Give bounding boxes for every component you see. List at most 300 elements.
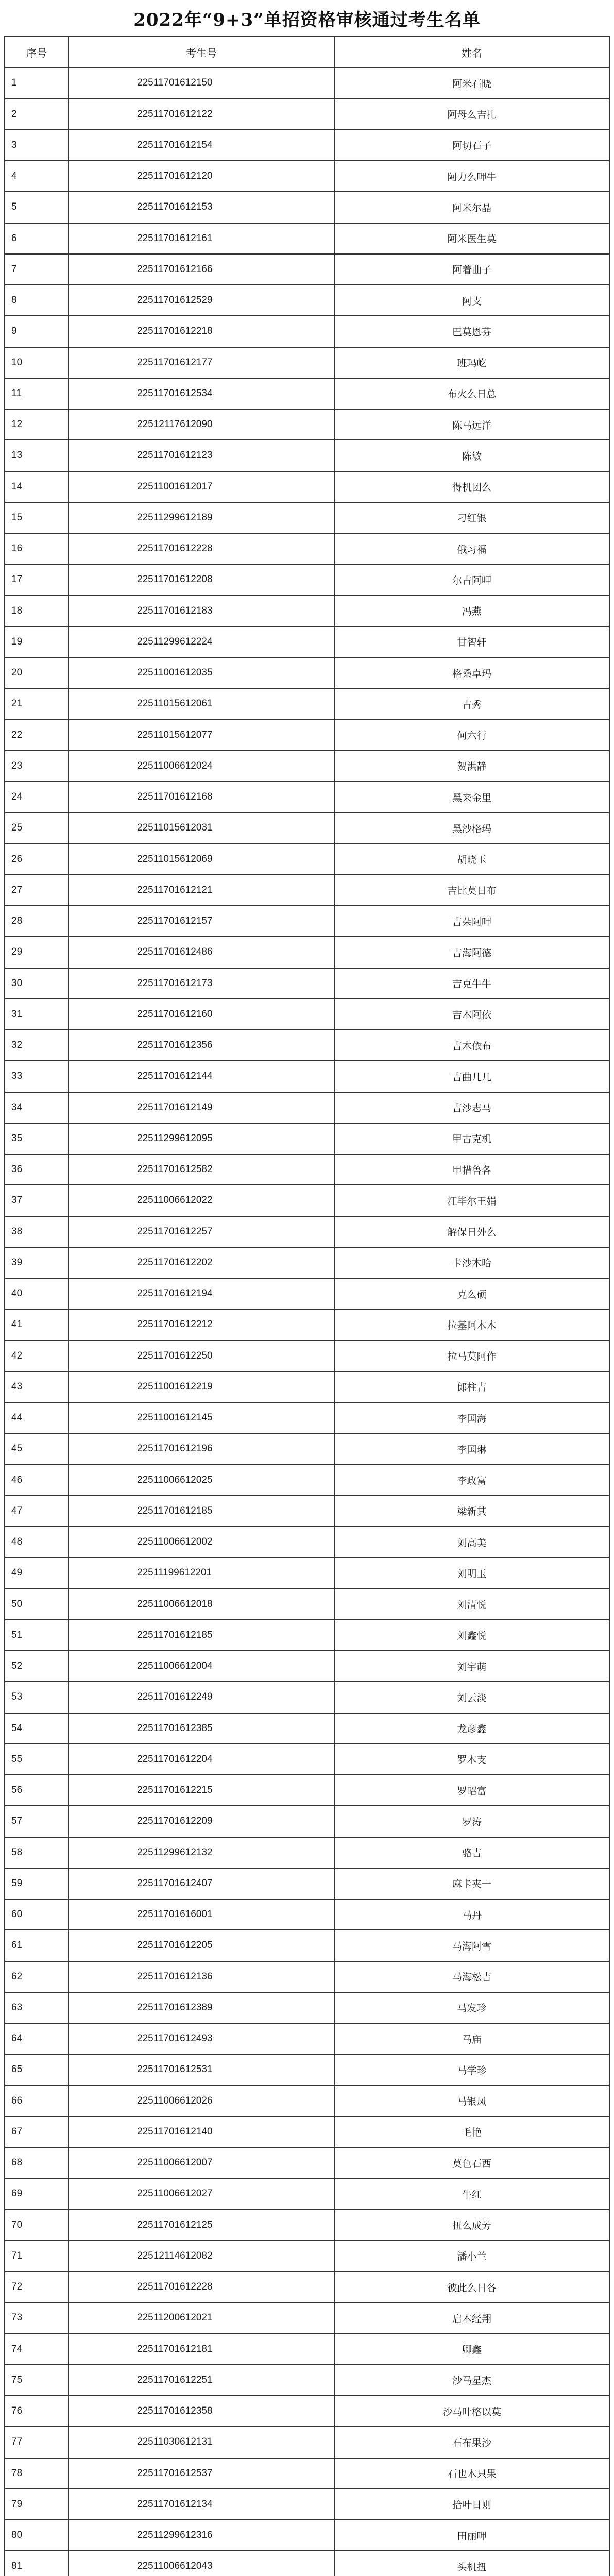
table-row	[5, 1651, 610, 1682]
table-row	[5, 2241, 610, 2272]
name-cell: 扭么成芳	[335, 2210, 610, 2241]
name-cell: 刘云淡	[335, 1682, 610, 1713]
exam-no-cell: 22511006612024	[69, 751, 335, 782]
exam-no-cell: 22511199612201	[69, 1558, 335, 1589]
exam-no-cell: 22511701612153	[69, 192, 335, 223]
seq-cell: 37	[5, 1185, 69, 1216]
name-cell: 阿母么吉扎	[335, 99, 610, 130]
seq-cell: 6	[5, 224, 69, 255]
table-row	[5, 316, 610, 347]
exam-no-cell: 22511701612194	[69, 1279, 335, 1310]
name-cell: 麻卡夹一	[335, 1869, 610, 1900]
name-cell: 刘明玉	[335, 1558, 610, 1589]
exam-no-cell: 22511030612131	[69, 2427, 335, 2458]
exam-no-cell: 22511701612385	[69, 1714, 335, 1744]
name-cell: 何六行	[335, 720, 610, 751]
table-row	[5, 1124, 610, 1155]
name-cell: 贺洪静	[335, 751, 610, 782]
seq-cell: 80	[5, 2520, 69, 2551]
name-cell: 启木经翔	[335, 2303, 610, 2334]
name-cell: 郎柱吉	[335, 1372, 610, 1403]
seq-cell: 4	[5, 161, 69, 192]
name-cell: 陈敏	[335, 440, 610, 471]
name-cell: 布火么日总	[335, 379, 610, 410]
exam-no-cell: 22511701612208	[69, 565, 335, 596]
table-row	[5, 2396, 610, 2427]
exam-no-cell: 22511015612031	[69, 813, 335, 844]
seq-cell: 5	[5, 192, 69, 223]
seq-cell: 30	[5, 969, 69, 999]
name-cell: 克么硕	[335, 1279, 610, 1310]
table-row	[5, 565, 610, 596]
seq-cell: 58	[5, 1838, 69, 1869]
table-row	[5, 1434, 610, 1465]
table-header-row	[5, 37, 610, 68]
table-row	[5, 875, 610, 906]
name-cell: 甲古克机	[335, 1124, 610, 1155]
name-cell: 刘高美	[335, 1527, 610, 1558]
seq-cell: 64	[5, 2024, 69, 2055]
name-cell: 拉马莫阿作	[335, 1341, 610, 1372]
table-row	[5, 1838, 610, 1869]
table-row	[5, 1589, 610, 1620]
exam-no-cell: 22511015612061	[69, 689, 335, 720]
exam-no-cell: 22511701612493	[69, 2024, 335, 2055]
table-row	[5, 1465, 610, 1496]
table-row	[5, 906, 610, 937]
name-cell: 江毕尔王娟	[335, 1185, 610, 1216]
exam-no-cell: 22511701612358	[69, 2396, 335, 2427]
table-row	[5, 689, 610, 720]
seq-cell: 76	[5, 2396, 69, 2427]
seq-cell: 72	[5, 2272, 69, 2303]
seq-cell: 41	[5, 1310, 69, 1341]
name-cell: 卡沙木哈	[335, 1248, 610, 1279]
name-cell: 牛红	[335, 2179, 610, 2210]
seq-cell: 79	[5, 2489, 69, 2520]
seq-cell: 40	[5, 1279, 69, 1310]
exam-no-cell: 22511006612027	[69, 2179, 335, 2210]
exam-no-cell: 22511701612154	[69, 130, 335, 161]
table-row	[5, 1155, 610, 1185]
name-cell: 班玛屹	[335, 348, 610, 379]
name-cell: 潘小兰	[335, 2241, 610, 2272]
table-row	[5, 440, 610, 471]
seq-cell: 9	[5, 316, 69, 347]
name-cell: 田丽呷	[335, 2520, 610, 2551]
table-row	[5, 751, 610, 782]
table-row	[5, 2086, 610, 2117]
seq-cell: 52	[5, 1651, 69, 1682]
seq-cell: 66	[5, 2086, 69, 2117]
seq-cell: 54	[5, 1714, 69, 1744]
seq-cell: 17	[5, 565, 69, 596]
name-cell: 罗涛	[335, 1806, 610, 1837]
seq-cell: 13	[5, 440, 69, 471]
exam-no-cell: 22511001612035	[69, 658, 335, 689]
seq-cell: 42	[5, 1341, 69, 1372]
exam-no-cell: 22511006612018	[69, 1589, 335, 1620]
exam-no-cell: 22511006612025	[69, 1465, 335, 1496]
name-cell: 刁红银	[335, 503, 610, 534]
seq-cell: 50	[5, 1589, 69, 1620]
exam-no-cell: 22511701612212	[69, 1310, 335, 1341]
name-cell: 阿米医生莫	[335, 224, 610, 255]
table-row	[5, 969, 610, 999]
table-row	[5, 2303, 610, 2334]
table-row	[5, 2520, 610, 2551]
exam-no-cell: 22511701612168	[69, 782, 335, 813]
name-cell: 格桑卓玛	[335, 658, 610, 689]
exam-no-cell: 22511701612123	[69, 440, 335, 471]
name-cell: 马庙	[335, 2024, 610, 2055]
table-row	[5, 2334, 610, 2365]
seq-cell: 18	[5, 596, 69, 627]
name-cell: 黑沙格玛	[335, 813, 610, 844]
table-row	[5, 130, 610, 161]
name-cell: 拾叶日则	[335, 2489, 610, 2520]
table-row	[5, 782, 610, 813]
exam-no-cell: 22511701612185	[69, 1620, 335, 1651]
exam-no-cell: 22511701612144	[69, 1061, 335, 1092]
table-row	[5, 2179, 610, 2210]
seq-cell: 20	[5, 658, 69, 689]
name-cell: 黑来金里	[335, 782, 610, 813]
seq-cell: 14	[5, 472, 69, 503]
table-row	[5, 1279, 610, 1310]
table-row	[5, 937, 610, 968]
name-cell: 陈马远洋	[335, 410, 610, 440]
table-row	[5, 1930, 610, 1961]
table-row	[5, 379, 610, 410]
exam-no-cell: 22511001612017	[69, 472, 335, 503]
exam-no-cell: 22511701612228	[69, 2272, 335, 2303]
exam-no-cell: 22511701612140	[69, 2117, 335, 2148]
name-cell: 李国琳	[335, 1434, 610, 1465]
exam-no-cell: 22511701612122	[69, 99, 335, 130]
seq-cell: 22	[5, 720, 69, 751]
table-row	[5, 720, 610, 751]
exam-no-cell: 22511701612218	[69, 316, 335, 347]
seq-cell: 26	[5, 844, 69, 875]
name-cell: 冯燕	[335, 596, 610, 627]
table-row	[5, 1185, 610, 1216]
seq-cell: 15	[5, 503, 69, 534]
table-row	[5, 285, 610, 316]
exam-no-cell: 22511701612177	[69, 348, 335, 379]
seq-cell: 35	[5, 1124, 69, 1155]
seq-cell: 68	[5, 2148, 69, 2179]
exam-no-cell: 22511701612185	[69, 1496, 335, 1527]
table-row	[5, 348, 610, 379]
seq-cell: 36	[5, 1155, 69, 1185]
table-row	[5, 99, 610, 130]
name-cell: 彼此么日各	[335, 2272, 610, 2303]
table-row	[5, 2272, 610, 2303]
exam-no-cell: 22511701612257	[69, 1217, 335, 1248]
table-row	[5, 2427, 610, 2458]
exam-no-cell: 22511001612145	[69, 1403, 335, 1434]
table-row	[5, 1993, 610, 2024]
seq-cell: 71	[5, 2241, 69, 2272]
seq-cell: 1	[5, 68, 69, 99]
exam-no-cell: 22512117612090	[69, 410, 335, 440]
page-title: 2022年“9+3”单招资格审核通过考生名单	[133, 9, 481, 30]
seq-cell: 48	[5, 1527, 69, 1558]
seq-cell: 8	[5, 285, 69, 316]
name-cell: 石也木只果	[335, 2459, 610, 2489]
seq-cell: 2	[5, 99, 69, 130]
exam-no-cell: 22511701612209	[69, 1806, 335, 1837]
table-row	[5, 2551, 610, 2576]
seq-cell: 53	[5, 1682, 69, 1713]
seq-cell: 28	[5, 906, 69, 937]
table-row	[5, 1403, 610, 1434]
name-cell: 吉沙志马	[335, 1093, 610, 1124]
table-row	[5, 1496, 610, 1527]
name-cell: 李国海	[335, 1403, 610, 1434]
name-cell: 沙马星杰	[335, 2365, 610, 2396]
name-cell: 罗木支	[335, 1744, 610, 1775]
seq-cell: 34	[5, 1093, 69, 1124]
table-row	[5, 1620, 610, 1651]
header-name: 姓名	[335, 37, 610, 68]
exam-no-cell: 22511006612022	[69, 1185, 335, 1216]
name-cell: 吉比莫日布	[335, 875, 610, 906]
exam-no-cell: 22511701612356	[69, 1030, 335, 1061]
table-row	[5, 2148, 610, 2179]
name-cell: 马海阿雪	[335, 1930, 610, 1961]
name-cell: 吉木阿依	[335, 999, 610, 1030]
seq-cell: 43	[5, 1372, 69, 1403]
seq-cell: 27	[5, 875, 69, 906]
exam-no-cell: 22511701616001	[69, 1900, 335, 1930]
table-row	[5, 2024, 610, 2055]
exam-no-cell: 22511701612407	[69, 1869, 335, 1900]
seq-cell: 24	[5, 782, 69, 813]
exam-no-cell: 22511701612150	[69, 68, 335, 99]
name-cell: 古秀	[335, 689, 610, 720]
name-cell: 阿支	[335, 285, 610, 316]
exam-no-cell: 22511701612120	[69, 161, 335, 192]
seq-cell: 73	[5, 2303, 69, 2334]
exam-no-cell: 22511200612021	[69, 2303, 335, 2334]
exam-no-cell: 22511701612486	[69, 937, 335, 968]
seq-cell: 77	[5, 2427, 69, 2458]
seq-cell: 45	[5, 1434, 69, 1465]
exam-no-cell: 22511701612204	[69, 1744, 335, 1775]
name-cell: 吉朵阿呷	[335, 906, 610, 937]
table-row	[5, 472, 610, 503]
exam-no-cell: 22511701612134	[69, 2489, 335, 2520]
name-cell: 沙马叶格以莫	[335, 2396, 610, 2427]
name-cell: 阿米尔晶	[335, 192, 610, 223]
table-row	[5, 1093, 610, 1124]
exam-no-cell: 22511701612249	[69, 1682, 335, 1713]
name-cell: 刘清悦	[335, 1589, 610, 1620]
name-cell: 胡晓玉	[335, 844, 610, 875]
seq-cell: 23	[5, 751, 69, 782]
seq-cell: 47	[5, 1496, 69, 1527]
table-row	[5, 1558, 610, 1589]
name-cell: 解保日外么	[335, 1217, 610, 1248]
exam-no-cell: 22511701612534	[69, 379, 335, 410]
table-row	[5, 192, 610, 223]
name-cell: 刘鑫悦	[335, 1620, 610, 1651]
seq-cell: 11	[5, 379, 69, 410]
table-row	[5, 161, 610, 192]
seq-cell: 56	[5, 1775, 69, 1806]
name-cell: 马银凤	[335, 2086, 610, 2117]
name-cell: 马海松吉	[335, 1962, 610, 1993]
seq-cell: 38	[5, 1217, 69, 1248]
table-row	[5, 596, 610, 627]
table-row	[5, 2365, 610, 2396]
table-row	[5, 534, 610, 565]
seq-cell: 3	[5, 130, 69, 161]
name-cell: 梁新其	[335, 1496, 610, 1527]
table-row	[5, 503, 610, 534]
exam-no-cell: 22511299612132	[69, 1838, 335, 1869]
name-cell: 巴莫恩芬	[335, 316, 610, 347]
exam-no-cell: 22511701612181	[69, 2334, 335, 2365]
seq-cell: 7	[5, 255, 69, 285]
table-row	[5, 1962, 610, 1993]
seq-cell: 63	[5, 1993, 69, 2024]
seq-cell: 32	[5, 1030, 69, 1061]
seq-cell: 51	[5, 1620, 69, 1651]
table-row	[5, 1775, 610, 1806]
name-cell: 吉曲几几	[335, 1061, 610, 1092]
name-cell: 马发珍	[335, 1993, 610, 2024]
table-row	[5, 1030, 610, 1061]
seq-cell: 12	[5, 410, 69, 440]
table-row	[5, 410, 610, 440]
seq-cell: 33	[5, 1061, 69, 1092]
seq-cell: 25	[5, 813, 69, 844]
table-row	[5, 627, 610, 658]
exam-no-cell: 22511006612007	[69, 2148, 335, 2179]
exam-no-cell: 22511701612157	[69, 906, 335, 937]
name-cell: 拉基阿木木	[335, 1310, 610, 1341]
exam-no-cell: 22511701612136	[69, 1962, 335, 1993]
table-row	[5, 1527, 610, 1558]
seq-cell: 60	[5, 1900, 69, 1930]
table-row	[5, 658, 610, 689]
exam-no-cell: 22511701612160	[69, 999, 335, 1030]
name-cell: 阿力么呷牛	[335, 161, 610, 192]
seq-cell: 10	[5, 348, 69, 379]
name-cell: 尔古阿呷	[335, 565, 610, 596]
seq-cell: 16	[5, 534, 69, 565]
exam-no-cell: 22511701612531	[69, 2055, 335, 2086]
exam-no-cell: 22511701612183	[69, 596, 335, 627]
name-cell: 石布果沙	[335, 2427, 610, 2458]
name-cell: 吉克牛牛	[335, 969, 610, 999]
seq-cell: 39	[5, 1248, 69, 1279]
table-row	[5, 2055, 610, 2086]
name-cell: 卿鑫	[335, 2334, 610, 2365]
table-row	[5, 1869, 610, 1900]
exam-no-cell: 22511701612121	[69, 875, 335, 906]
table-row	[5, 1806, 610, 1837]
seq-cell: 75	[5, 2365, 69, 2396]
exam-no-cell: 22511701612251	[69, 2365, 335, 2396]
seq-cell: 59	[5, 1869, 69, 1900]
exam-no-cell: 22511701612228	[69, 534, 335, 565]
table-row	[5, 1310, 610, 1341]
seq-cell: 57	[5, 1806, 69, 1837]
table-row	[5, 1714, 610, 1744]
exam-no-cell: 22511701612205	[69, 1930, 335, 1961]
name-cell: 阿切石子	[335, 130, 610, 161]
name-cell: 阿米石晓	[335, 68, 610, 99]
name-cell: 马丹	[335, 1900, 610, 1930]
exam-no-cell: 22511701612537	[69, 2459, 335, 2489]
exam-no-cell: 22511701612125	[69, 2210, 335, 2241]
seq-cell: 29	[5, 937, 69, 968]
name-cell: 龙彦鑫	[335, 1714, 610, 1744]
exam-no-cell: 22511701612166	[69, 255, 335, 285]
name-cell: 吉木依布	[335, 1030, 610, 1061]
name-cell: 甲措鲁各	[335, 1155, 610, 1185]
seq-cell: 61	[5, 1930, 69, 1961]
exam-no-cell: 22511701612582	[69, 1155, 335, 1185]
seq-cell: 19	[5, 627, 69, 658]
exam-no-cell: 22511001612219	[69, 1372, 335, 1403]
exam-no-cell: 22511701612202	[69, 1248, 335, 1279]
name-cell: 骆吉	[335, 1838, 610, 1869]
name-cell: 李政富	[335, 1465, 610, 1496]
table-row	[5, 999, 610, 1030]
seq-cell: 70	[5, 2210, 69, 2241]
exam-no-cell: 22511299612224	[69, 627, 335, 658]
candidate-table	[4, 36, 610, 2576]
header-seq: 序号	[5, 37, 69, 68]
name-cell: 罗昭富	[335, 1775, 610, 1806]
table-row	[5, 2459, 610, 2489]
exam-no-cell: 22511701612149	[69, 1093, 335, 1124]
exam-no-cell: 22511006612026	[69, 2086, 335, 2117]
exam-no-cell: 22511701612389	[69, 1993, 335, 2024]
seq-cell: 49	[5, 1558, 69, 1589]
exam-no-cell: 22511299612095	[69, 1124, 335, 1155]
name-cell: 得机团么	[335, 472, 610, 503]
seq-cell: 81	[5, 2551, 69, 2576]
seq-cell: 69	[5, 2179, 69, 2210]
exam-no-cell: 22511701612196	[69, 1434, 335, 1465]
exam-no-cell: 22511015612077	[69, 720, 335, 751]
name-cell: 毛艳	[335, 2117, 610, 2148]
exam-no-cell: 22511701612173	[69, 969, 335, 999]
table-row	[5, 68, 610, 99]
seq-cell: 44	[5, 1403, 69, 1434]
table-row	[5, 1061, 610, 1092]
table-row	[5, 224, 610, 255]
exam-no-cell: 22512114612082	[69, 2241, 335, 2272]
table-row	[5, 844, 610, 875]
table-row	[5, 1217, 610, 1248]
name-cell: 莫色石西	[335, 2148, 610, 2179]
seq-cell: 31	[5, 999, 69, 1030]
seq-cell: 67	[5, 2117, 69, 2148]
name-cell: 头机扭	[335, 2551, 610, 2576]
name-cell: 甘智轩	[335, 627, 610, 658]
exam-no-cell: 22511006612004	[69, 1651, 335, 1682]
table-row	[5, 1744, 610, 1775]
name-cell: 阿着曲子	[335, 255, 610, 285]
table-row	[5, 1682, 610, 1713]
